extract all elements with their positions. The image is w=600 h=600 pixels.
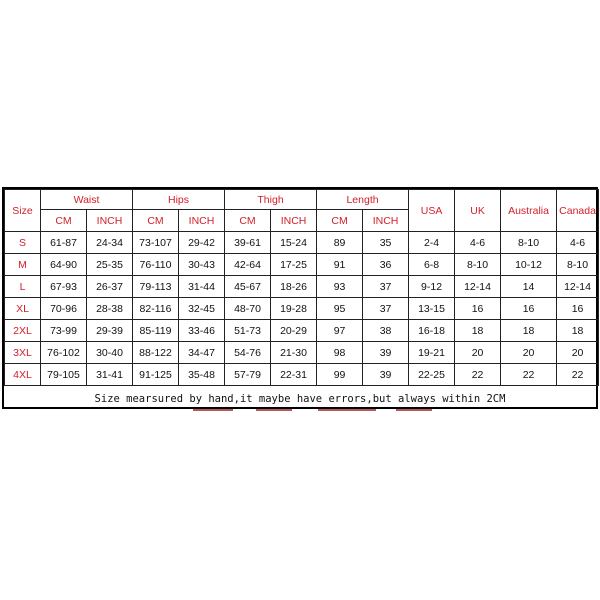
- table-cell: 8-10: [501, 232, 557, 254]
- table-cell: 17-25: [271, 254, 317, 276]
- table-cell: 37: [363, 298, 409, 320]
- table-cell: 22-31: [271, 364, 317, 386]
- size-cell: XL: [5, 298, 41, 320]
- table-cell: 48-70: [225, 298, 271, 320]
- table-cell: 99: [317, 364, 363, 386]
- table-cell: 42-64: [225, 254, 271, 276]
- table-row: [5, 342, 599, 364]
- table-cell: 70-96: [41, 298, 87, 320]
- australia-header: Australia: [501, 190, 557, 232]
- table-cell: 85-119: [133, 320, 179, 342]
- table-cell: 15-24: [271, 232, 317, 254]
- table-cell: 10-12: [501, 254, 557, 276]
- table-cell: 61-87: [41, 232, 87, 254]
- table-cell: 32-45: [179, 298, 225, 320]
- table-cell: 22: [455, 364, 501, 386]
- table-cell: 18: [501, 320, 557, 342]
- table-cell: 57-79: [225, 364, 271, 386]
- size-cell: 3XL: [5, 342, 41, 364]
- table-cell: 25-35: [87, 254, 133, 276]
- table-row: [5, 254, 599, 276]
- table-cell: 20-29: [271, 320, 317, 342]
- waist-cm-header: CM: [41, 210, 87, 232]
- table-cell: 16: [501, 298, 557, 320]
- waist-header: Waist: [41, 190, 133, 210]
- table-cell: 51-73: [225, 320, 271, 342]
- table-cell: 31-44: [179, 276, 225, 298]
- header-row-groups: [5, 190, 599, 210]
- table-cell: 39: [363, 342, 409, 364]
- table-cell: 35: [363, 232, 409, 254]
- table-cell: 93: [317, 276, 363, 298]
- table-cell: 39-61: [225, 232, 271, 254]
- table-cell: 24-34: [87, 232, 133, 254]
- thigh-cm-header: CM: [225, 210, 271, 232]
- table-cell: 20: [455, 342, 501, 364]
- size-cell: L: [5, 276, 41, 298]
- decorative-edge: [318, 409, 376, 411]
- table-cell: 73-99: [41, 320, 87, 342]
- hips-header: Hips: [133, 190, 225, 210]
- decorative-edge: [193, 409, 233, 411]
- table-row: [5, 276, 599, 298]
- table-cell: 28-38: [87, 298, 133, 320]
- table-cell: 30-40: [87, 342, 133, 364]
- table-cell: 4-6: [557, 232, 599, 254]
- table-cell: 21-30: [271, 342, 317, 364]
- table-cell: 22: [557, 364, 599, 386]
- table-cell: 76-102: [41, 342, 87, 364]
- size-cell: 4XL: [5, 364, 41, 386]
- table-row: [5, 298, 599, 320]
- measurement-note: Size mearsured by hand,it maybe have errors,but always within 2CM: [94, 393, 506, 405]
- table-cell: 12-14: [557, 276, 599, 298]
- table-cell: 4-6: [455, 232, 501, 254]
- table-cell: 64-90: [41, 254, 87, 276]
- table-cell: 91: [317, 254, 363, 276]
- size-header: Size: [5, 190, 41, 232]
- thigh-header: Thigh: [225, 190, 317, 210]
- table-cell: 29-39: [87, 320, 133, 342]
- table-cell: 26-37: [87, 276, 133, 298]
- table-cell: 20: [501, 342, 557, 364]
- table-cell: 12-14: [455, 276, 501, 298]
- table-cell: 73-107: [133, 232, 179, 254]
- length-header: Length: [317, 190, 409, 210]
- table-cell: 16: [455, 298, 501, 320]
- table-cell: 29-42: [179, 232, 225, 254]
- decorative-edge: [396, 409, 432, 411]
- table-cell: 37: [363, 276, 409, 298]
- table-cell: 18: [455, 320, 501, 342]
- table-cell: 88-122: [133, 342, 179, 364]
- table-cell: 76-110: [133, 254, 179, 276]
- table-cell: 33-46: [179, 320, 225, 342]
- table-cell: 30-43: [179, 254, 225, 276]
- length-inch-header: INCH: [363, 210, 409, 232]
- size-cell: S: [5, 232, 41, 254]
- table-cell: 14: [501, 276, 557, 298]
- uk-header: UK: [455, 190, 501, 232]
- table-cell: 19-21: [409, 342, 455, 364]
- table-cell: 91-125: [133, 364, 179, 386]
- hips-inch-header: INCH: [179, 210, 225, 232]
- table-cell: 35-48: [179, 364, 225, 386]
- canada-header: Canada: [557, 190, 599, 232]
- table-cell: 6-8: [409, 254, 455, 276]
- table-cell: 89: [317, 232, 363, 254]
- table-cell: 20: [557, 342, 599, 364]
- table-cell: 79-105: [41, 364, 87, 386]
- size-cell: 2XL: [5, 320, 41, 342]
- table-cell: 18-26: [271, 276, 317, 298]
- table-cell: 36: [363, 254, 409, 276]
- table-cell: 38: [363, 320, 409, 342]
- table-cell: 9-12: [409, 276, 455, 298]
- table-cell: 34-47: [179, 342, 225, 364]
- table-cell: 97: [317, 320, 363, 342]
- table-cell: 8-10: [455, 254, 501, 276]
- table-cell: 45-67: [225, 276, 271, 298]
- table-cell: 31-41: [87, 364, 133, 386]
- table-cell: 95: [317, 298, 363, 320]
- table-cell: 54-76: [225, 342, 271, 364]
- waist-inch-header: INCH: [87, 210, 133, 232]
- table-cell: 82-116: [133, 298, 179, 320]
- table-cell: 39: [363, 364, 409, 386]
- table-cell: 16: [557, 298, 599, 320]
- table-cell: 18: [557, 320, 599, 342]
- table-row: [5, 320, 599, 342]
- table-cell: 79-113: [133, 276, 179, 298]
- table-cell: 22-25: [409, 364, 455, 386]
- table-cell: 2-4: [409, 232, 455, 254]
- length-cm-header: CM: [317, 210, 363, 232]
- size-table-body: [5, 232, 599, 386]
- size-table: [4, 189, 599, 386]
- size-chart: [2, 187, 598, 409]
- thigh-inch-header: INCH: [271, 210, 317, 232]
- table-cell: 67-93: [41, 276, 87, 298]
- table-row: [5, 364, 599, 386]
- hips-cm-header: CM: [133, 210, 179, 232]
- usa-header: USA: [409, 190, 455, 232]
- table-cell: 8-10: [557, 254, 599, 276]
- decorative-edge: [256, 409, 292, 411]
- table-row: [5, 232, 599, 254]
- table-cell: 16-18: [409, 320, 455, 342]
- size-cell: M: [5, 254, 41, 276]
- table-cell: 19-28: [271, 298, 317, 320]
- table-cell: 13-15: [409, 298, 455, 320]
- table-cell: 22: [501, 364, 557, 386]
- table-cell: 98: [317, 342, 363, 364]
